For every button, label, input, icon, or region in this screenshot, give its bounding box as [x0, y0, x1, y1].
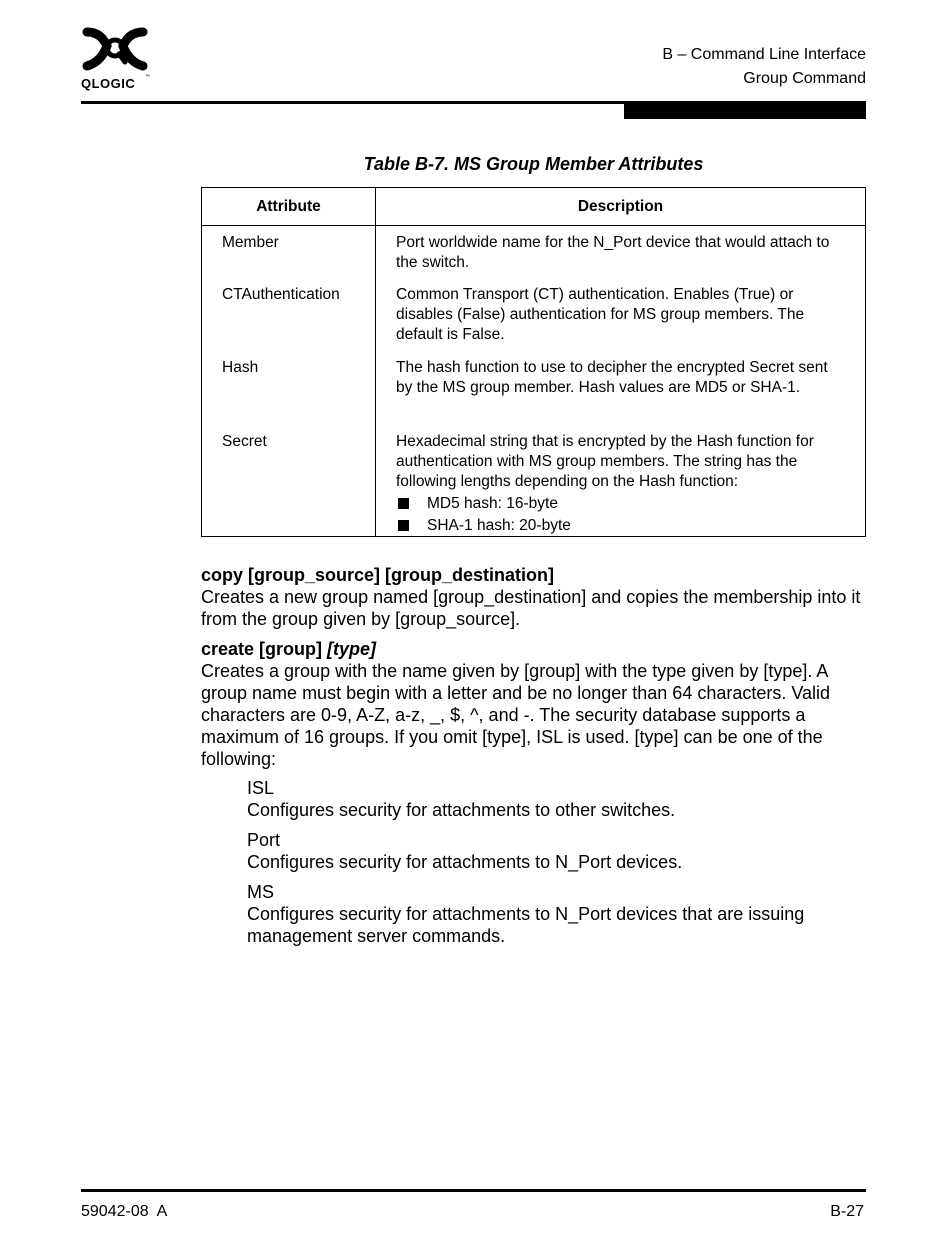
header-chapter: B – Command Line Interface	[662, 46, 866, 63]
option-description: Configures security for attachments to N_Port devices that are issuing management server commands.	[247, 904, 805, 946]
type-option	[247, 777, 867, 821]
create-heading-main: create [group]	[201, 639, 328, 659]
copy-command-description: Creates a new group named [group_destination] and copies the membership into it from the group given by [group_source].	[201, 587, 861, 629]
square-bullet-icon	[398, 498, 409, 509]
table-row	[202, 226, 866, 279]
create-command-description: Creates a group with the name given by [group] with the type given by [type]. A group name must begin with a letter and be no longer than 64 characters. Valid characters are 0-9, A-Z, a-z, _, $, ^, and -. The security database supports a maximum of 16 groups. If you omit [type], ISL is used. [type] can be one of the following:	[201, 661, 831, 769]
document-number: 59042-08 A	[81, 1203, 168, 1220]
footer-rule	[81, 1189, 866, 1192]
bullet-text: SHA-1 hash: 20-byte	[427, 517, 571, 534]
qlogic-logo	[81, 26, 149, 92]
table-header-row	[202, 188, 866, 226]
table-row	[202, 278, 866, 351]
description-cell: The hash function to use to decipher the encrypted Secret sent by the MS group member. Hash values are MD5 or SHA-1.	[376, 351, 866, 425]
description-cell	[376, 425, 866, 537]
create-heading-type: [type]	[327, 639, 377, 659]
type-option	[247, 881, 867, 947]
attributes-table	[201, 187, 866, 537]
description-cell: Port worldwide name for the N_Port device that would attach to the switch.	[376, 226, 866, 279]
copy-command-heading: copy [group_source] [group_destination]	[201, 565, 555, 585]
logo-trademark: ™	[145, 74, 150, 80]
attribute-cell: CTAuthentication	[202, 278, 376, 351]
option-description: Configures security for attachments to other switches.	[247, 800, 676, 820]
table-row	[202, 351, 866, 425]
option-name: ISL	[247, 778, 275, 798]
table-row	[202, 425, 866, 537]
table-caption: Table B-7. MS Group Member Attributes	[363, 154, 704, 174]
description-cell: Common Transport (CT) authentication. Enables (True) or disables (False) authentication for MS group members. The default is False.	[376, 278, 866, 351]
option-name: MS	[247, 882, 274, 902]
bullet-item	[396, 494, 847, 514]
type-option	[247, 829, 867, 873]
header-bar	[624, 104, 866, 119]
logo-wordmark: QLOGIC	[81, 76, 136, 91]
header-attribute: Attribute	[202, 188, 376, 226]
create-command-heading	[201, 638, 871, 660]
option-name: Port	[247, 830, 281, 850]
bullet-item	[396, 516, 847, 536]
attribute-cell: Member	[202, 226, 376, 279]
bullet-text: MD5 hash: 16-byte	[427, 495, 558, 512]
qlogic-logo-icon	[81, 26, 149, 72]
header-section: Group Command	[743, 70, 866, 87]
header-description: Description	[376, 188, 866, 226]
attribute-cell: Secret	[202, 425, 376, 537]
attribute-cell: Hash	[202, 351, 376, 425]
description-text: Hexadecimal string that is encrypted by the Hash function for authentication with MS group members. The string has the following lengths depending on the Hash function:	[396, 433, 814, 490]
square-bullet-icon	[398, 520, 409, 531]
option-description: Configures security for attachments to N_Port devices.	[247, 852, 683, 872]
page-number: B-27	[830, 1203, 864, 1220]
